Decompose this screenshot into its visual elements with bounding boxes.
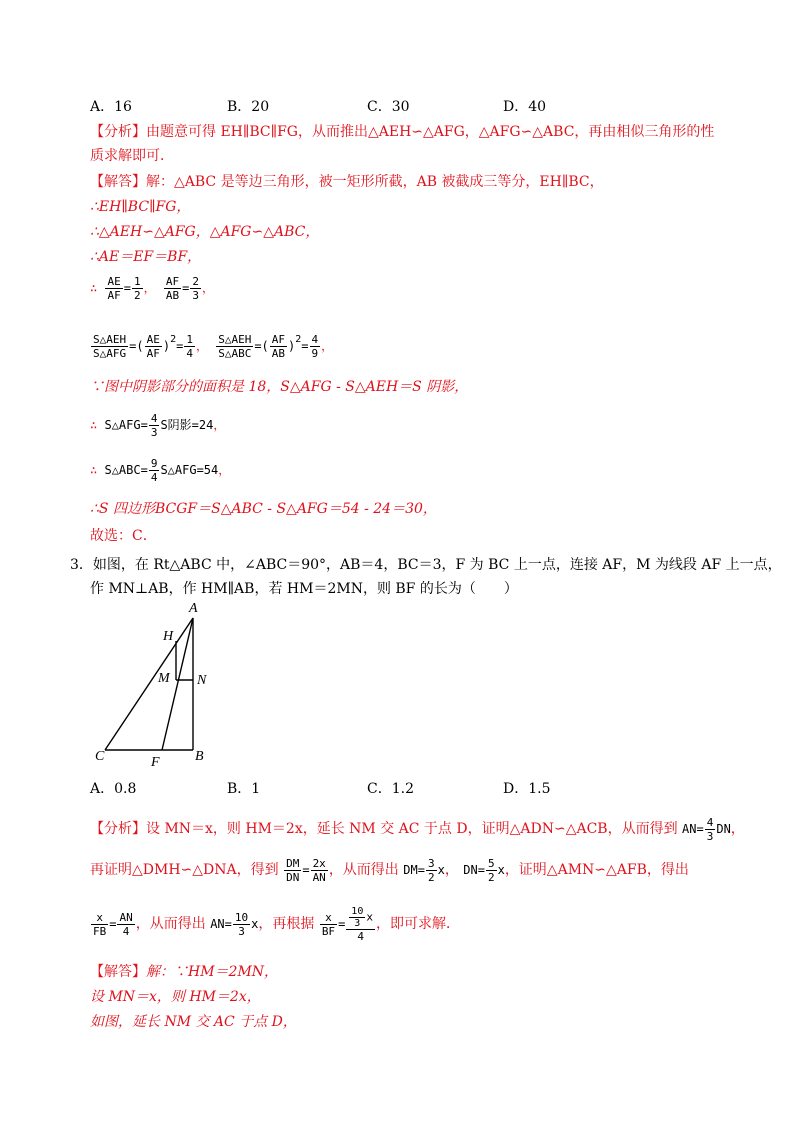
fb-ratio-n1: x — [91, 911, 108, 925]
area-ratio2-num: AF — [271, 333, 286, 346]
bf-inner-den: 3 — [354, 918, 361, 929]
q3-stem-line2: 作 MN⊥AB，作 HM∥AB，若 HM＝2MN，则 BF 的长为（ ） — [90, 581, 518, 597]
abc-lhs: S△ABC — [104, 463, 141, 477]
q3-let-line: 设 MN＝x，则 HM＝2x， — [90, 989, 261, 1005]
an-eq-rhs: DN — [716, 822, 731, 836]
solution-text: 解：△ABC 是等边三角形，被一矩形所截，AB 被截成三等分，EH∥BC， — [146, 174, 604, 190]
an-val-lhs: AN= — [210, 917, 232, 931]
therefore-symbol-2: ∴ — [90, 463, 98, 477]
dn-eq-den: 2 — [487, 871, 495, 884]
afg-frac-den: 3 — [150, 426, 158, 439]
bf-inner-x: x — [366, 910, 373, 924]
q2-parallel-line: ∴EH∥BC∥FG， — [90, 199, 191, 215]
q3-triangle-figure — [95, 598, 225, 770]
q2-quad-line: ∴S 四边形BCGF＝S△ABC - S△AFG＝54 - 24＝30， — [90, 501, 437, 517]
q2-afg-line: ∴ S△AFG= $\frac{4}{3}$ S阴影=24， — [90, 412, 226, 439]
dm-eq-lhs: DM= — [403, 863, 425, 877]
abc-rhs: S△AFG=54 — [160, 463, 219, 477]
abc-frac-num: 9 — [150, 457, 158, 470]
dm-ratio-d1: DN — [286, 871, 300, 884]
label-n: N — [197, 673, 207, 688]
label-f: F — [151, 755, 160, 770]
solution-text-q3: 解：∵HM＝2MN， — [146, 964, 279, 980]
therefore-symbol: ∴ — [90, 418, 98, 432]
bf-ratio-d2: 4 — [357, 930, 364, 943]
q3-option-c: C．1.2 — [367, 781, 414, 797]
area-ratio1-den: AF — [146, 347, 160, 360]
area-afg: S△AFG — [93, 347, 127, 360]
q2-solution-line — [90, 173, 604, 191]
analysis-part4: ，证明△AMN∽△AFB，得出 — [504, 862, 689, 878]
solution-tag: 【解答】 — [90, 174, 146, 190]
area-value2-num: 4 — [311, 333, 319, 346]
q2-equal-line: ∴AE＝EF＝BF， — [90, 249, 202, 265]
q2-analysis-line2: 质求解即可． — [90, 148, 174, 164]
dm-eq-rhs: x — [437, 863, 445, 877]
q3-option-a: A．0.8 — [90, 781, 137, 797]
q3-option-d: D．1.5 — [503, 781, 551, 797]
dm-eq-den: 2 — [427, 871, 435, 884]
label-m: M — [158, 671, 170, 686]
q3-extend-line: 如图，延长 NM 交 AC 于点 D， — [90, 1014, 297, 1030]
analysis-part3: ，从而得出 — [328, 862, 399, 878]
q3-analysis-line3: $\frac{x}{FB}$ = $\frac{AN}{4}$ ，从而得出 AN= $\frac{10}{3}$ x，再根据 $\frac{x}{BF}$ = $\frac{10}{3}$ x 4 ，即可求解． — [93, 906, 460, 943]
dn-eq-num: 5 — [487, 857, 495, 870]
q3-solution-line — [90, 963, 278, 981]
square-exponent-2: 2 — [295, 334, 302, 345]
ratio1-num: AE — [107, 275, 121, 288]
q3-option-b: B．1 — [227, 781, 261, 797]
label-c: C — [95, 749, 105, 764]
option-c: C．30 — [367, 99, 410, 115]
bf-ratio-d1: BF — [321, 925, 336, 938]
fb-ratio-d1: FB — [93, 925, 107, 938]
q2-abc-line: ∴ S△ABC= $\frac{9}{4}$ S△AFG=54， — [90, 457, 231, 484]
q3-analysis-line1 — [90, 812, 745, 846]
area-value1-den: 4 — [186, 347, 193, 360]
an-val-den: 3 — [238, 925, 245, 938]
area-value2-den: 9 — [311, 347, 319, 360]
q3-stem-line1: 3．如图，在 Rt△ABC 中，∠ABC＝90°，AB＝4，BC＝3，F 为 BC 上一点，连接 AF，M 为线段 AF 上一点， — [70, 557, 782, 573]
ratio2-num: AF — [165, 275, 180, 288]
fb-ratio-n2: AN — [119, 911, 133, 924]
analysis-tag-q3: 【分析】 — [90, 821, 146, 837]
analysis-part6: ，再根据 — [258, 916, 315, 932]
label-a: A — [189, 601, 198, 616]
square-exponent-1: 2 — [170, 334, 177, 345]
bf-ratio-n1: x — [320, 911, 337, 925]
dm-ratio-d2: AN — [312, 871, 326, 884]
bf-inner-num: 10 — [351, 906, 364, 917]
afg-frac-num: 4 — [150, 412, 158, 425]
ratio2-den: AB — [165, 289, 180, 302]
ratio1-value-den: 2 — [133, 289, 141, 302]
q2-choice-line: 故选：C． — [90, 528, 157, 544]
area-value1-num: 1 — [186, 333, 193, 346]
dn-eq-lhs: DN= — [463, 863, 485, 877]
an-val-rhs: x — [251, 917, 259, 931]
an-eq-den: 3 — [706, 830, 714, 843]
q2-area-ratio-line: $\frac{\text{S△AEH}}{\text{S△AFG}}$ =( $\frac{AE}{AF}$ )$^2$= $\frac{1}{4}$ ， $\frac{\text{S△AEH}}{\text{S△ABC}}$ =( $\frac{AF}{AB}$ )$^2$= $\frac{4}{9}$ ， — [93, 333, 334, 360]
an-eq-num: 4 — [706, 816, 714, 829]
option-a: A．16 — [90, 99, 132, 115]
analysis-text: 由题意可得 EH∥BC∥FG，从而推出△AEH∽△AFG，△AFG∽△ABC，再由相似三角形的性 — [146, 124, 715, 140]
abc-frac-den: 4 — [150, 471, 158, 484]
label-b: B — [195, 749, 204, 764]
ratio1-value-num: 1 — [133, 275, 141, 288]
dm-eq-num: 3 — [427, 857, 435, 870]
fb-ratio-d2: 4 — [122, 925, 130, 938]
option-d: D．40 — [503, 99, 547, 115]
an-val-num: 10 — [234, 911, 249, 924]
afg-lhs: S△AFG — [104, 418, 141, 432]
dm-ratio-n2: 2x — [312, 857, 326, 870]
dn-eq-rhs: x — [497, 863, 505, 877]
label-h: H — [163, 629, 174, 644]
analysis-part2: 再证明△DMH∽△DNA，得到 — [90, 862, 279, 878]
afg-rhs: S阴影=24 — [160, 418, 214, 432]
analysis-tag: 【分析】 — [90, 124, 146, 140]
an-eq-tail: ， — [730, 821, 745, 837]
area-aeh: S△AEH — [93, 333, 127, 346]
dm-ratio-n1: DM — [286, 857, 300, 870]
analysis-part5: ，从而得出 — [135, 916, 206, 932]
an-eq-lhs: AN= — [682, 822, 704, 836]
q2-because-line: ∵图中阴影部分的面积是 18，S△AFG - S△AEH＝S 阴影， — [90, 379, 469, 395]
area-abc: S△ABC — [218, 347, 252, 360]
q2-ratio-line: ∴ $\frac{AE}{AF}$ = $\frac{1}{2}$ ， $\frac{AF}{AB}$ = $\frac{2}{3}$ ， — [90, 275, 214, 302]
area-ratio1-num: AE — [146, 333, 160, 346]
ratio1-den: AF — [107, 289, 121, 302]
ratio2-value-den: 3 — [192, 289, 199, 302]
option-b: B．20 — [227, 99, 270, 115]
ratio2-value-num: 2 — [192, 275, 199, 288]
area-aeh-2: S△AEH — [218, 333, 252, 346]
q3-analysis-line2: 再证明△DMH∽△DNA，得到 $\frac{DM}{DN}$ = $\frac{2x}{AN}$ ，从而得出 DM= $\frac{3}{2}$ x， DN= $\frac{5}{2}$ x，证明△AMN∽△AFB，得出 — [90, 857, 689, 884]
area-ratio2-den: AB — [271, 347, 286, 360]
solution-tag-q3: 【解答】 — [90, 964, 146, 980]
analysis-part7: ，即可求解． — [375, 916, 460, 932]
q2-similar-line: ∴△AEH∽△AFG，△AFG∽△ABC， — [90, 224, 320, 240]
q2-analysis-line1 — [90, 123, 714, 141]
side-ac — [105, 618, 193, 750]
analysis-part1: 设 MN＝x，则 HM＝2x，延长 NM 交 AC 于点 D，证明△ADN∽△ACB，从而得到 — [146, 821, 678, 837]
